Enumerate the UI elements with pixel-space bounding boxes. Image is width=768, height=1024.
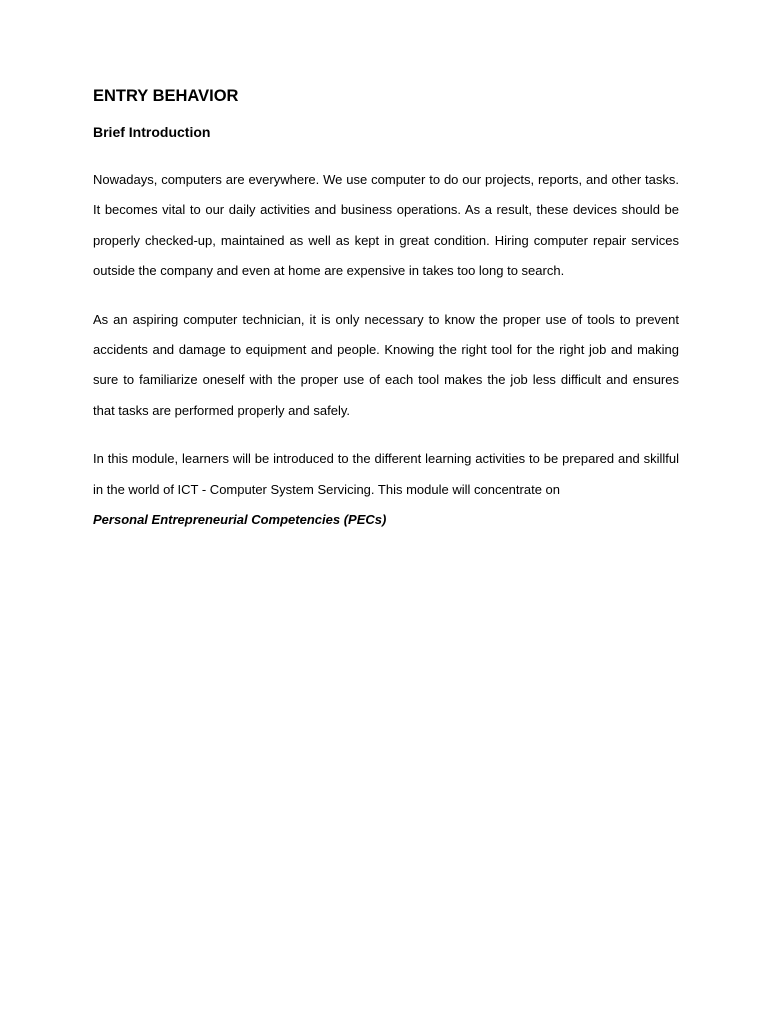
document-page	[93, 84, 679, 535]
intro-paragraph-2: As an aspiring computer technician, it is only necessary to know the proper use of tools to prevent accidents and damage to equipment and people. Knowing the right tool for the right job and making sure to familiarize oneself with the proper use of each tool makes the job less difficult and ensures that tasks are performed properly and safely.	[93, 311, 679, 418]
document-title: ENTRY BEHAVIOR	[93, 87, 239, 105]
intro-paragraph-3: In this module, learners will be introduced to the different learning activities to be prepared and skillful in the world of ICT - Computer System Servicing. This module will concentrate on	[93, 451, 679, 497]
module-focus-text: Personal Entrepreneurial Competencies (PECs)	[93, 512, 387, 528]
intro-paragraph-1: Nowadays, computers are everywhere. We use computer to do our projects, reports, and other tasks. It becomes vital to our daily activities and business operations. As a result, these devices should be properly checked-up, maintained as well as kept in great condition. Hiring computer repair services outside the company and even at home are expensive in takes too long to search.	[93, 172, 679, 279]
section-heading: Brief Introduction	[93, 124, 211, 140]
